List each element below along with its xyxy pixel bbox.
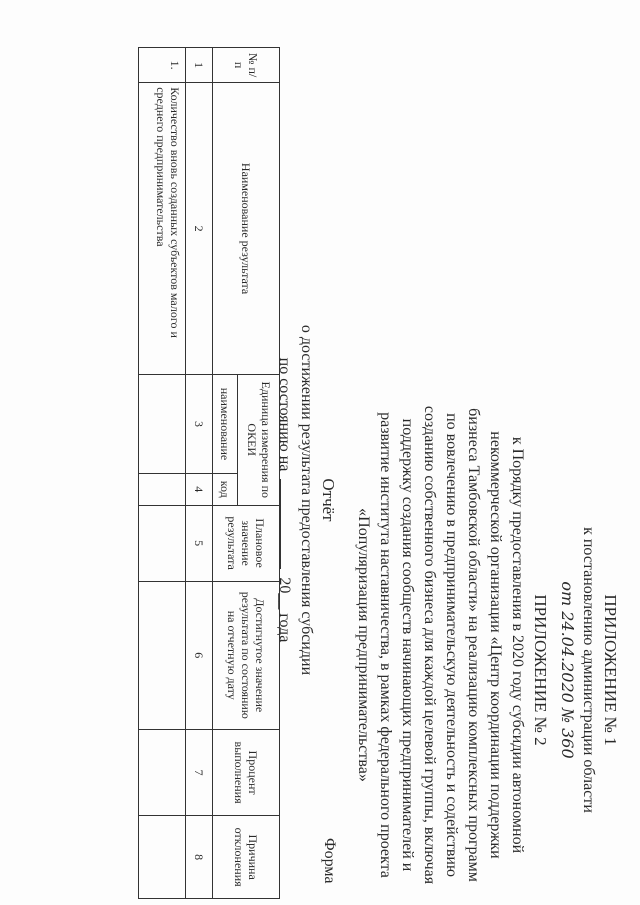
table-row xyxy=(139,48,186,899)
appendix-2-title: ПРИЛОЖЕНИЕ № 2 xyxy=(531,594,550,746)
appendix-2-line: к Порядку предоставления в 2020 году субсидии автономной xyxy=(509,436,526,854)
form-label: Форма xyxy=(321,838,338,884)
row-achieved xyxy=(139,581,186,729)
table-number-row xyxy=(186,48,213,899)
appendix-header xyxy=(558,475,622,865)
header-num: № п/п xyxy=(213,48,280,83)
handwritten-date-number: от 24.04.2020 № 360 xyxy=(558,581,577,759)
appendix-2-line: «Популяризация предпринимательства» xyxy=(355,508,372,782)
header-unit: Единица измерения по ОКЕИ xyxy=(238,374,280,505)
report-table xyxy=(138,47,280,899)
appendix-2-text xyxy=(352,395,528,895)
column-number: 4 xyxy=(186,474,213,506)
report-title-block xyxy=(273,250,340,750)
report-subtitle: о достижении результата предоставления субсидии xyxy=(298,324,315,676)
row-unit-code xyxy=(139,474,186,506)
header-percent: Процент выполнения xyxy=(213,729,280,815)
row-percent xyxy=(139,729,186,815)
header-name: Наименование результата xyxy=(213,83,280,375)
appendix-2-line: развитие института наставничества, в рамках федерального проекта xyxy=(377,412,394,878)
appendix-2-line: некоммерческой организации «Центр координации поддержки xyxy=(487,431,504,859)
column-number: 2 xyxy=(186,83,213,375)
column-number: 7 xyxy=(186,729,213,815)
row-unit-name xyxy=(139,374,186,473)
column-number: 8 xyxy=(186,816,213,899)
row-planned xyxy=(139,505,186,581)
header-achieved: Достигнутое значение результата по состоянию на отчетную дату xyxy=(213,581,280,729)
row-result-name: Количество вновь созданных субъектов малого и среднего предпринимательства xyxy=(139,83,186,375)
header-planned: Плановое значение результата xyxy=(213,505,280,581)
column-number: 3 xyxy=(186,374,213,473)
row-num: 1. xyxy=(139,48,186,83)
report-title: Отчёт xyxy=(319,478,338,522)
column-number: 6 xyxy=(186,581,213,729)
report-date-prefix: по состоянию на xyxy=(276,357,293,472)
appendix-2-line: созданию собственного бизнеса для каждой целевой группы, включая xyxy=(421,405,438,885)
header-reason: Причина отклонения xyxy=(213,816,280,899)
row-reason xyxy=(139,816,186,899)
header-unit-code: код xyxy=(213,474,238,506)
report-date-year: 20__ года xyxy=(276,577,293,643)
table-header-row xyxy=(238,48,280,899)
header-unit-name: наименование xyxy=(213,374,238,473)
column-number: 5 xyxy=(186,505,213,581)
appendix-2-line: поддержку создания сообществ начинающих предпринимателей и xyxy=(399,418,416,872)
appendix-2-line: бизнеса Тамбовской области» на реализацию комплексных программ xyxy=(465,408,482,882)
appendix-1-title: ПРИЛОЖЕНИЕ № 1 xyxy=(601,594,620,746)
date-blank xyxy=(280,479,281,569)
appendix-1-reference: к постановлению администрации области xyxy=(580,527,597,813)
appendix-2-line: по вовлечению в предпринимательскую деятельность и содействию xyxy=(443,413,460,877)
column-number: 1 xyxy=(186,48,213,83)
